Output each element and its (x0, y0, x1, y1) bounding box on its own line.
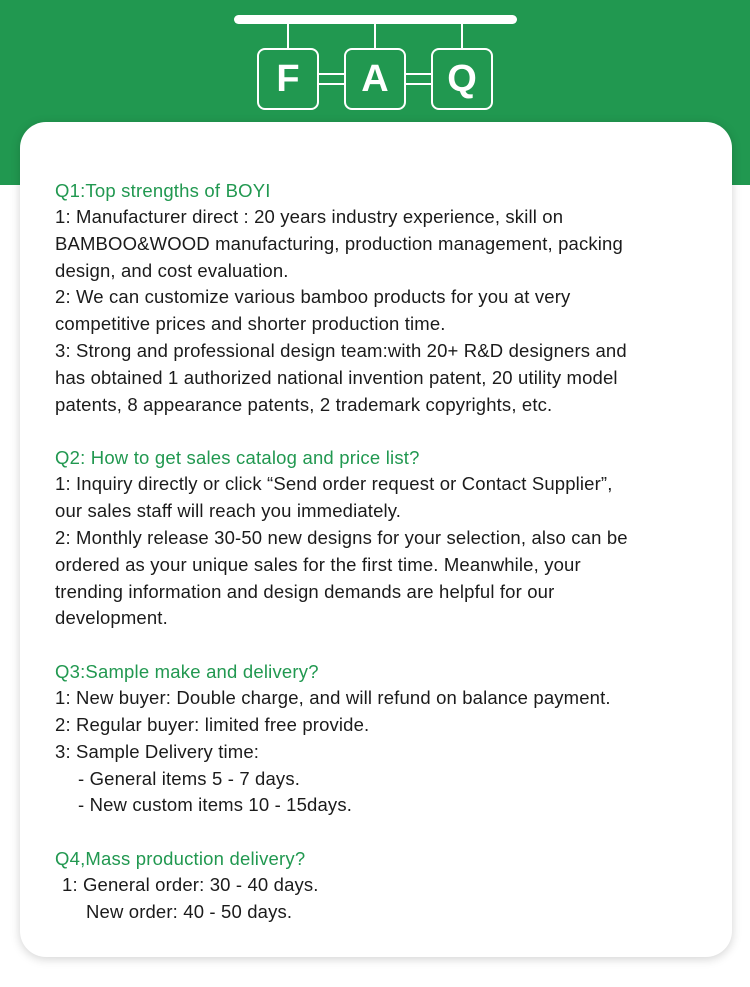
logo-stem (374, 22, 376, 49)
question-title: Q2: How to get sales catalog and price list? (55, 447, 420, 469)
faq-content (55, 177, 715, 952)
faq-section-q2 (55, 444, 715, 632)
logo-letter-q: Q (431, 48, 493, 110)
answer-line: 1: Manufacturer direct : 20 years industry experience, skill on (55, 206, 564, 227)
answer-sub-line: New order: 40 - 50 days. (86, 900, 293, 922)
answer-line: has obtained 1 authorized national invention patent, 20 utility model (55, 366, 618, 388)
answer-line: 2: We can customize various bamboo products for you at very (55, 286, 571, 308)
logo-link (406, 73, 432, 85)
answer-sub-line: - New custom items 10 - 15days. (78, 794, 353, 816)
answer-line: 2: Monthly release 30-50 new designs for your selection, also can be (55, 526, 628, 548)
logo-stem (461, 22, 463, 49)
logo-stem (287, 22, 289, 49)
logo-link (319, 73, 345, 85)
answer-line: 1: New buyer: Double charge, and will refund on balance payment. (55, 687, 611, 709)
answer-line: 3: Strong and professional design team:with 20+ R&D designers and (55, 339, 627, 361)
answer-line: 1: General order: 30 - 40 days. (62, 874, 319, 896)
answer-line: ordered as your unique sales for the first time. Meanwhile, your (55, 553, 581, 575)
answer-line: design, and cost evaluation. (55, 259, 289, 281)
answer-line: our sales staff will reach you immediately. (55, 500, 402, 522)
faq-section-q4 (55, 845, 715, 926)
answer-line: 3: Sample Delivery time: (55, 740, 260, 762)
answer-line: trending information and design demands are helpful for our (55, 580, 555, 602)
answer-line: 1: Inquiry directly or click “Send order request or Contact Supplier”, (55, 473, 613, 495)
faq-section-q1 (55, 177, 715, 418)
faq-section-q3 (55, 658, 715, 819)
answer-sub-line: - General items 5 - 7 days. (78, 767, 301, 789)
answer-line: competitive prices and shorter production time. (55, 313, 446, 335)
answer-line: patents, 8 appearance patents, 2 trademark copyrights, etc. (55, 393, 553, 415)
question-title: Q3:Sample make and delivery? (55, 661, 319, 683)
answer-line: 2: Regular buyer: limited free provide. (55, 713, 370, 735)
logo-letter-f: F (257, 48, 319, 110)
answer-line: development. (55, 607, 168, 629)
question-title: Q4,Mass production delivery? (55, 848, 306, 870)
answer-line: BAMBOO&WOOD manufacturing, production management, packing (55, 232, 623, 254)
question-title: Q1:Top strengths of BOYI (55, 180, 271, 201)
logo-letter-a: A (344, 48, 406, 110)
